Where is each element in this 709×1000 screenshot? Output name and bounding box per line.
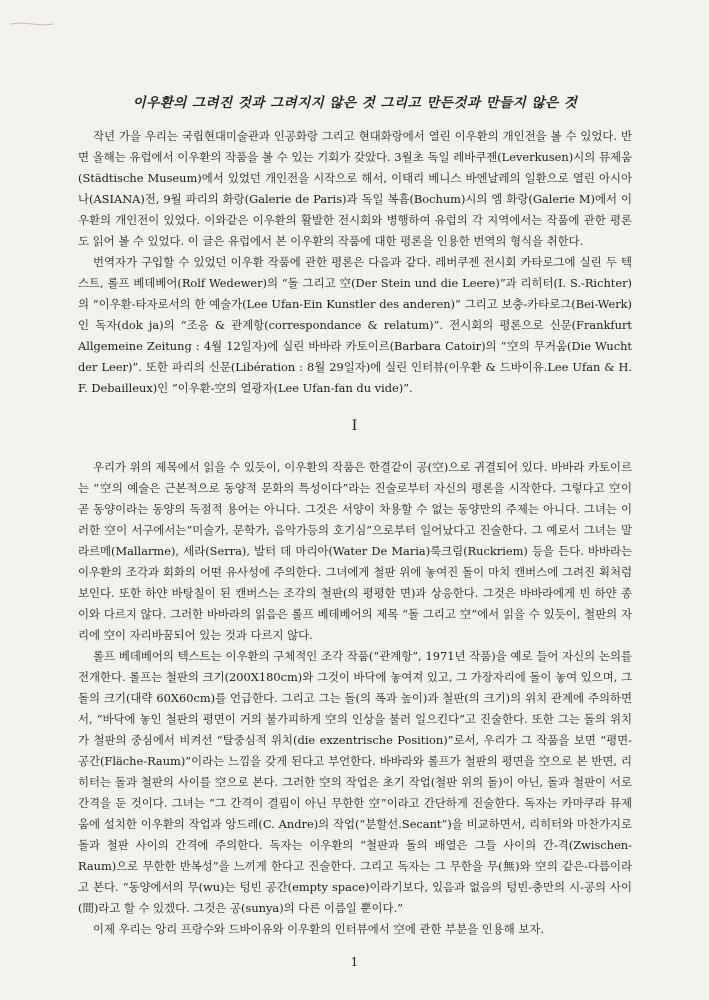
document-title: 이우환의 그려진 것과 그려지지 않은 것 그리고 만든것과 만들지 않은 것 — [132, 95, 578, 111]
intro-paragraph-2: 번역자가 구입할 수 있었던 이우환 작품에 관한 평론은 다음과 같다. 레버쿠젠 전시회 카타로그에 실린 두 텍스트, 롤프 베데베어(Rolf Wedewer)의 “돌 그리고 空(Der Stein und die Leere)”과 리히터(I. S.-Richter)의 “이우환-타자로서의 한 예술가(Lee Ufan-Ein Kunstler des anderen)” 그리고 보충-카타로그(Bei-Werk)인 독자(dok ja)의 “조응 & 관계항(correspondance & relatum)”. 전시회의 평론으로 신문(Frankfurt Allgemeine Zeitung : 4월 12일자)에 실린 바바라 카토이르(Barbara Catoir)의 “空의 무거움(Die Wucht der Leer)”. 또한 파리의 신문(Libération : 8월 29일자)에 실린 인터뷰(이우환 & 드바이유.Lee Ufan & H. F. Debailleux)인 “이우환-空의 열광자(Lee Ufan-fan du vide)”. — [78, 255, 632, 395]
intro-section — [78, 126, 632, 399]
section-body — [78, 457, 632, 940]
section-number: I — [351, 418, 358, 434]
section-paragraph-2: 롤프 베데베어의 텍스트는 이우환의 구체적인 조각 작품(“관계항”, 1971년 작품)을 예로 들어 자신의 논의를 전개한다. 롤프는 철판의 크기(200X180cm)와 그것이 바닥에 놓여져 있고, 그 가장자리에 돌이 놓여 있으며, 그 돌의 크기(대략 60X60cm)를 언급한다. 그리고 그는 돌(의 폭과 높이)과 철판(의 크기)의 위치 관계에 주의하면서, “바닥에 놓인 철판의 평면이 거의 불가피하게 空의 인상을 불러 일으킨다”고 진술한다. 또한 그는 돌의 위치가 철판의 중심에서 비켜선 “탈중심적 위치(die exzentrische Position)”로서, 우리가 그 작품을 보면 “평면-공간(Fläche-Raum)”이라는 느낌을 갖게 된다고 부언한다. 바바라와 롤프가 철판의 평면을 空으로 본 반면, 리히터는 돌과 철판의 사이를 空으로 본다. 그러한 空의 작업은 초기 작업(철판 위의 돌)이 아닌, 돌과 철판이 서로 간격을 둔 것이다. 그녀는 “그 간격이 결핍이 아닌 무한한 空”이라고 간단하게 진술한다. 독자는 카마쿠라 뮤제움에 설치한 이우환의 작업과 앙드레(C. Andre)의 작업(“분할선.Secant”)을 비교하면서, 리히터와 마찬가지로 돌과 철판 사이의 간격에 주의한다. 독자는 이우환의 “철판과 돌의 배열은 그들 사이의 간-격(Zwischen-Raum)으로 무한한 반복성”을 느끼게 한다고 진술한다. 그리고 독자는 그 무한을 무(無)와 空의 같은-다름이라고 본다. “동양에서의 무(wu)는 텅빈 공간(empty space)이라기보다, 있음과 없음의 텅빈-충만의 시-공의 사이(間)라고 할 수 있겠다. 그것은 공(sunya)의 다른 이름일 뿐이다.” — [78, 649, 632, 915]
intro-paragraph-1: 작년 가을 우리는 국립현대미술관과 인공화랑 그리고 현대화랑에서 열린 이우환의 개인전을 볼 수 있었다. 반면 올해는 유럽에서 이우환의 작품을 볼 수 있는 기회가 갖았다. 3월초 독일 레바쿠젠(Leverkusen)시의 뮤제움(Städtische Museum)에서 있었던 개인전을 시작으로 해서, 이태리 베니스 바엔날레의 일환으로 열린 아시아나(ASIANA)전, 9월 파리의 화랑(Galerie de Paris)과 독일 복흠(Bochum)시의 엠 화랑(Galerie M)에서 이우환의 개인전이 있었다. 이와같은 이우환의 활발한 전시회와 병행하여 유럽의 각 지역에서는 작품에 관한 평론도 읽어 볼 수 있었다. 이 글은 유럽에서 본 이우환의 작품에 대한 평론을 인용한 번역의 형식을 취한다. — [78, 129, 633, 248]
page-number: 1 — [350, 955, 359, 969]
pencil-mark — [8, 18, 56, 28]
section-paragraph-1: 우리가 위의 제목에서 읽을 수 있듯이, 이우환의 작품은 한결같이 공(空)으로 귀결되어 있다. 바바라 카토이르는 “空의 예술은 근본적으로 동양적 문화의 특성이다”라는 진술로부터 자신의 평론을 시작한다. 그렇다고 空이 곧 동양이라는 동양의 독점적 용어는 아니다. 그것은 서양이 차용할 수 없는 동양만의 주제는 아니다. 그녀는 이러한 空이 서구에서는“미술가, 문학가, 음악가등의 호기심”으로부터 일어났다고 진술한다. 그 예로서 그녀는 말라르메(Mallarme), 세라(Serra), 발터 데 마리아(Water De Maria)룩크림(Ruckriem) 등을 든다. 바바라는 이우환의 조각과 회화의 어떤 유사성에 주의한다. 그녀에게 철판 위에 놓여진 돌이 마치 캔버스에 그려진 획처럼 보인다. 또한 하얀 바탕칠이 된 캔버스는 조각의 철판(의 평평한 면)과 상응한다. 그것은 바바라에게 빈 하얀 종이와 다르지 않다. 그러한 바바라의 읽음은 롤프 베데베어의 제목 “돌 그리고 空”에서 읽을 수 있듯이, 철판의 자리에 空이 자리바꿈되어 있는 것과 다르지 않다. — [78, 460, 632, 642]
section-paragraph-3: 이제 우리는 앙리 프랑수와 드바이유와 이우환의 인터뷰에서 空에 관한 부분을 인용해 보자. — [93, 922, 544, 936]
